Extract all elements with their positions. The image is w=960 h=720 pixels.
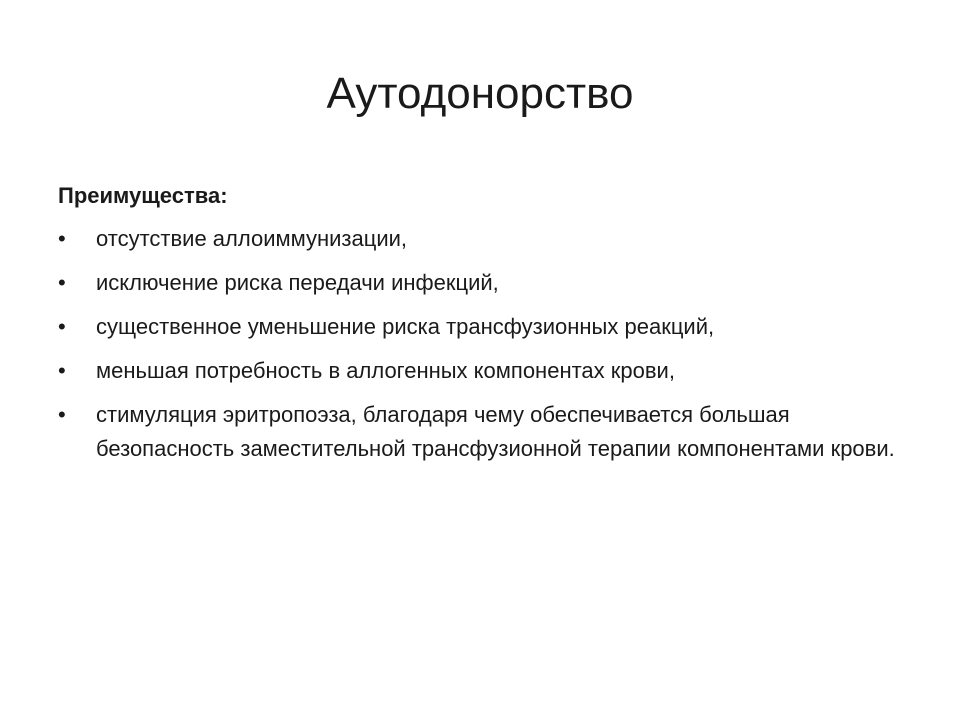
bullet-dot-icon: •: [58, 402, 66, 427]
bullet-text: стимуляция эритропоэза, благодаря чему обеспечивается большая безопасность заместительной трансфузионной терапии компонентами крови.: [96, 402, 895, 461]
bullet-item: [58, 266, 918, 300]
slide-title: Аутодонорство: [326, 69, 634, 118]
bullet-item: [58, 398, 918, 466]
bullet-text: исключение риска передачи инфекций,: [96, 270, 499, 295]
subheading: Преимущества:: [58, 183, 228, 208]
bullet-text: меньшая потребность в аллогенных компонентах крови,: [96, 358, 675, 383]
bullet-dot-icon: •: [58, 226, 66, 251]
bullet-dot-icon: •: [58, 270, 66, 295]
bullet-text: существенное уменьшение риска трансфузионных реакций,: [96, 314, 715, 339]
bullet-item: [58, 310, 918, 344]
bullet-text: отсутствие аллоиммунизации,: [96, 226, 408, 251]
bullet-dot-icon: •: [58, 358, 66, 383]
bullet-item: [58, 354, 918, 388]
bullet-list: [58, 222, 918, 466]
bullet-dot-icon: •: [58, 314, 66, 339]
bullet-item: [58, 222, 918, 256]
slide-content: [58, 176, 918, 476]
